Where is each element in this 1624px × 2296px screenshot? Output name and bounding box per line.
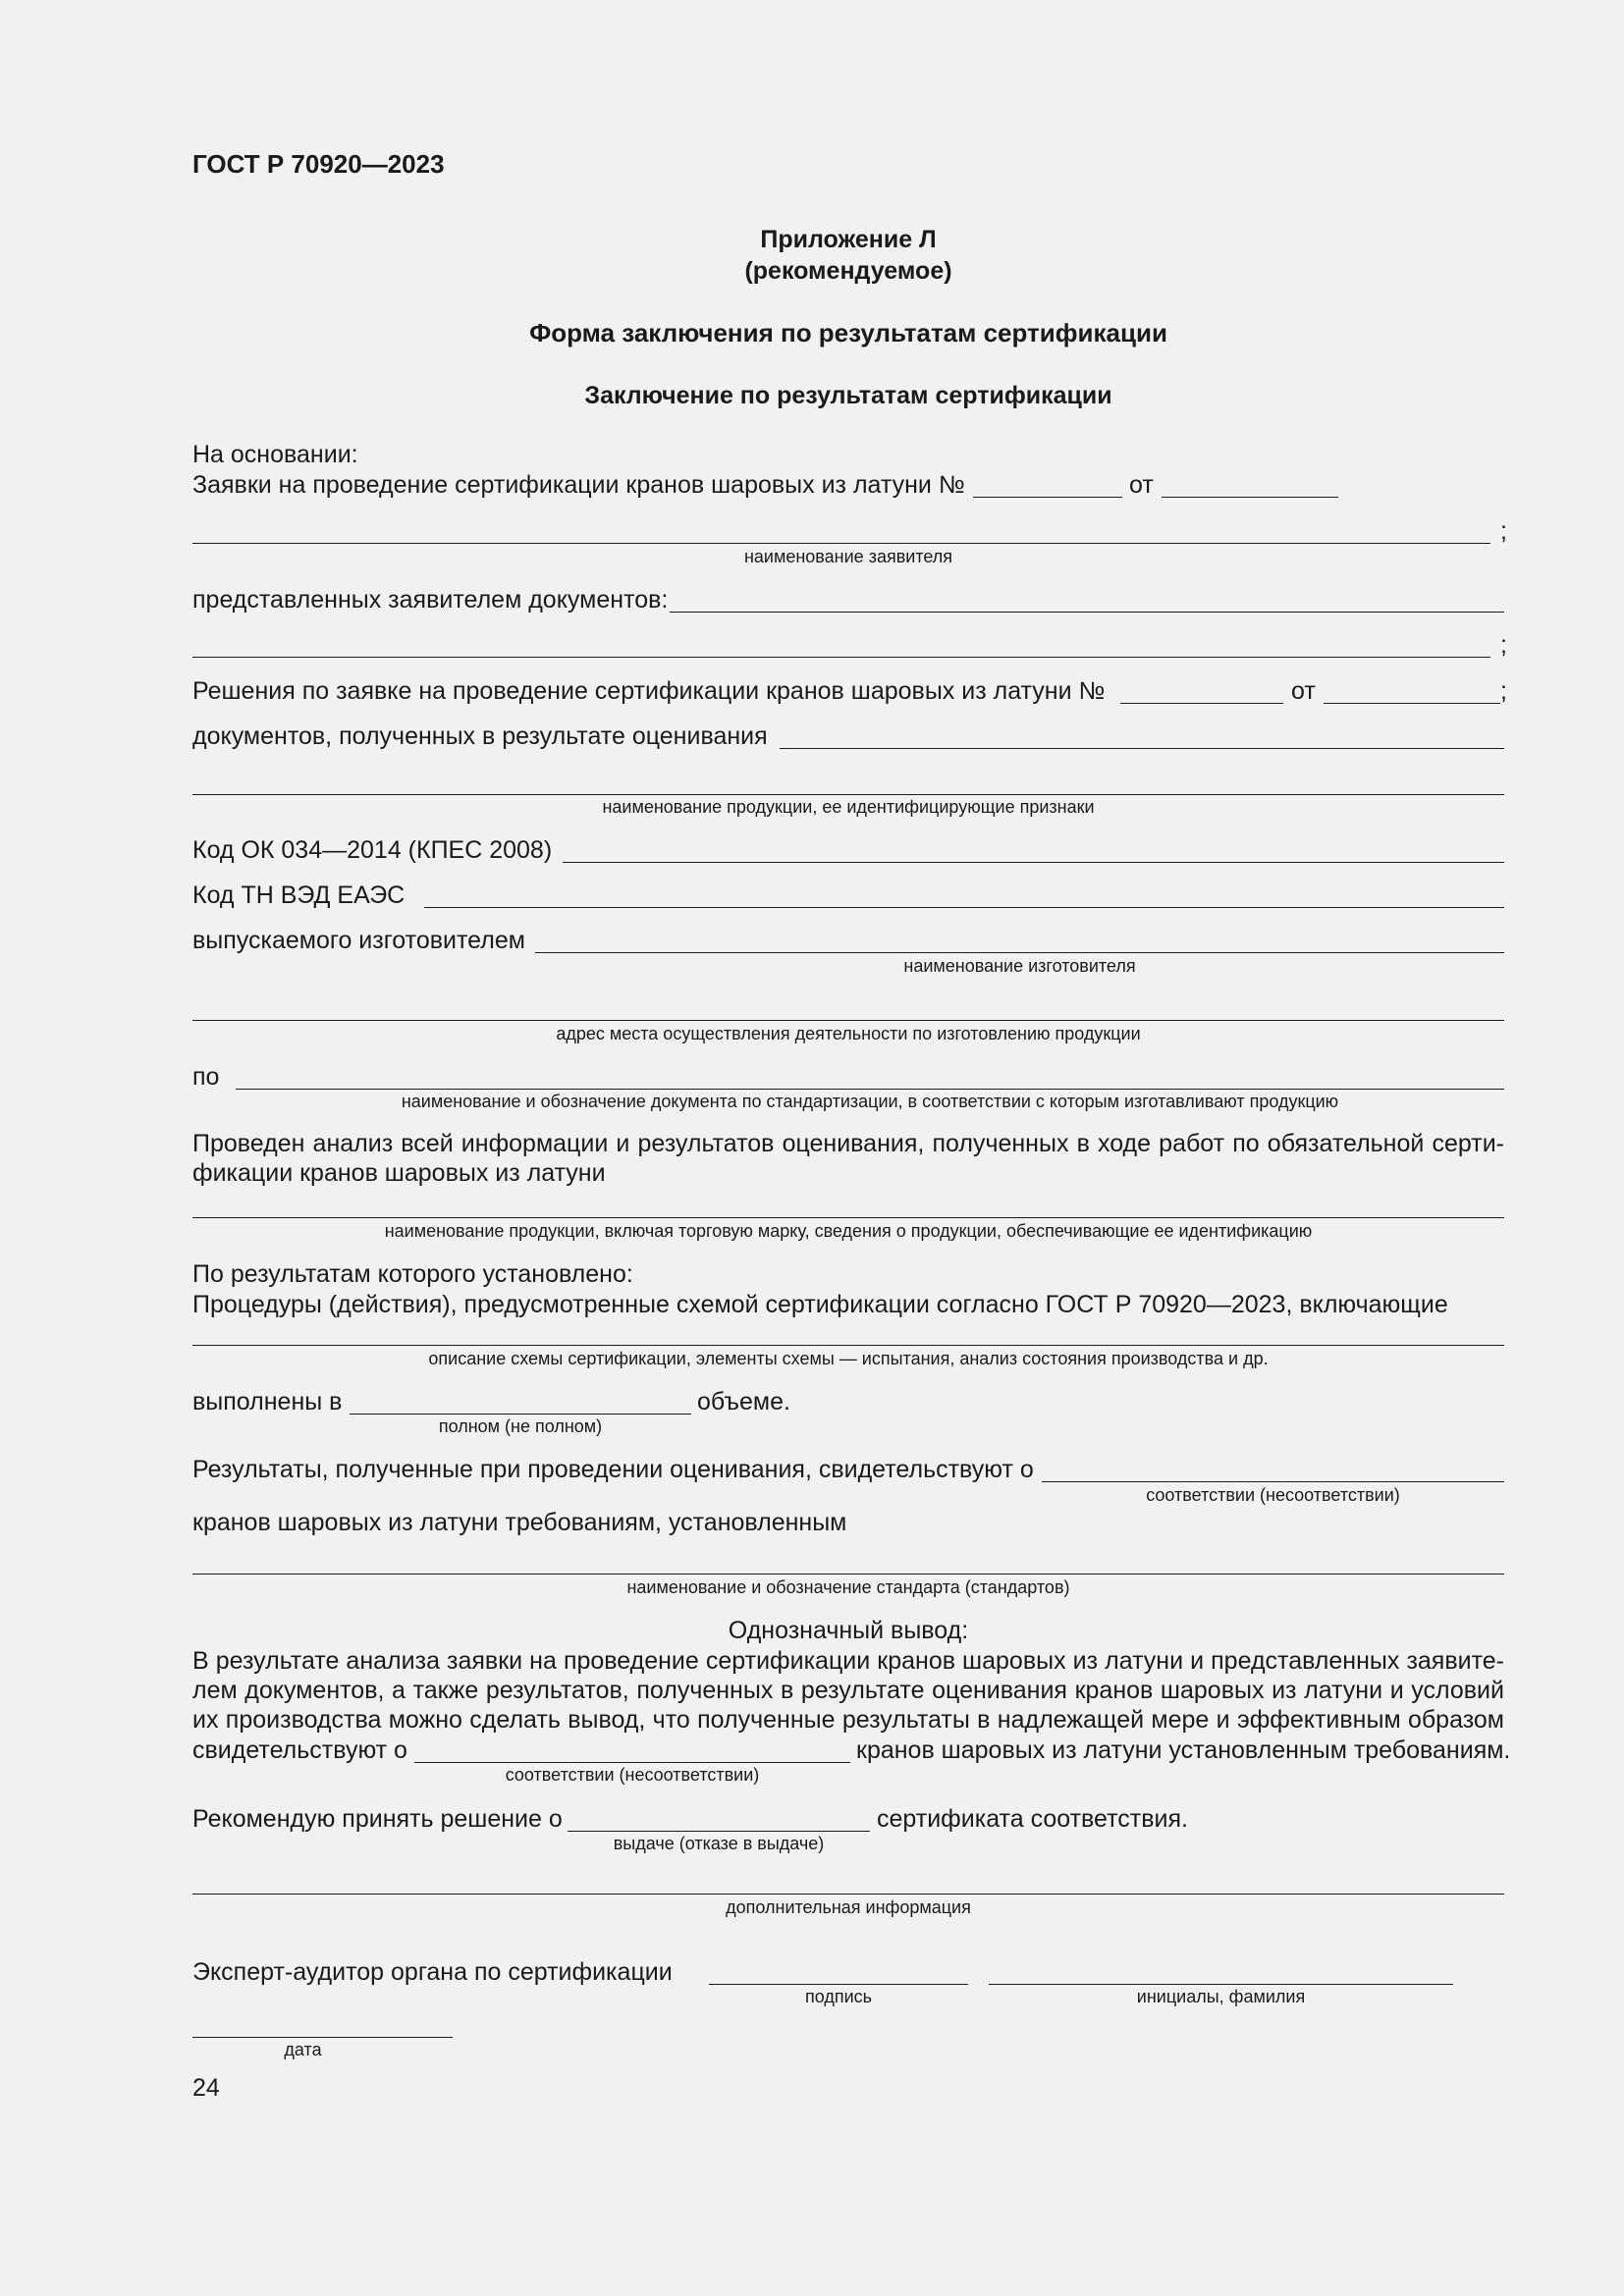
documents-field-2[interactable] bbox=[192, 657, 1490, 658]
product-field[interactable] bbox=[192, 794, 1504, 795]
by-label: по bbox=[192, 1063, 220, 1091]
okpd-label: Код ОК 034—2014 (КПЕС 2008) bbox=[192, 836, 553, 864]
application-label: Заявки на проведение сертификации кранов шаровых из латуни № bbox=[192, 471, 965, 499]
semicolon: ; bbox=[1500, 677, 1507, 705]
product-full-caption: наименование продукции, включая торговую марку, сведения о продукции, обеспечивающие ее идентификацию bbox=[384, 1221, 1313, 1241]
conclusion-heading: Однозначный вывод: bbox=[728, 1617, 969, 1644]
decision-number-field[interactable] bbox=[1120, 703, 1283, 704]
additional-info-field[interactable] bbox=[192, 1894, 1504, 1895]
conclusion-title: Заключение по результатам сертификации bbox=[584, 382, 1112, 409]
appendix-title: Приложение Л bbox=[760, 226, 937, 253]
semicolon: ; bbox=[1500, 517, 1507, 545]
volume-field[interactable] bbox=[350, 1414, 691, 1415]
from-label: от bbox=[1291, 677, 1316, 705]
tnved-label: Код ТН ВЭД ЕАЭС bbox=[192, 881, 406, 909]
date-caption: дата bbox=[284, 2040, 322, 2059]
full-caption: полном (не полном) bbox=[438, 1416, 603, 1436]
date-field[interactable] bbox=[192, 2037, 453, 2038]
application-number-field[interactable] bbox=[973, 497, 1122, 498]
documents-field[interactable] bbox=[670, 612, 1504, 613]
signature-caption: подпись bbox=[804, 1987, 873, 2006]
assessment-docs-label: документов, полученных в результате оценивания bbox=[192, 722, 768, 750]
manufacturer-field[interactable] bbox=[535, 952, 1504, 953]
scheme-caption: описание схемы сертификации, элементы схемы — испытания, анализ состояния производства и др. bbox=[428, 1349, 1269, 1368]
scheme-field[interactable] bbox=[192, 1345, 1504, 1346]
established-label: По результатам которого установлено: bbox=[192, 1260, 633, 1288]
applicant-field[interactable] bbox=[192, 543, 1490, 544]
address-field[interactable] bbox=[192, 1020, 1504, 1021]
page-number: 24 bbox=[192, 2074, 220, 2102]
additional-caption: дополнительная информация bbox=[726, 1897, 971, 1917]
compliance-caption: соответствии (несоответствии) bbox=[505, 1765, 760, 1785]
conclusion-paragraph bbox=[192, 1646, 1504, 1735]
analysis-line: Проведен анализ всей информации и результатов оценивания, полученных в ходе работ по обязательной серти- bbox=[192, 1130, 1504, 1157]
analysis-line: фикации кранов шаровых из латуни bbox=[192, 1159, 606, 1187]
standard-caption: наименование и обозначение стандарта (стандартов) bbox=[626, 1577, 1070, 1597]
documents-label: представленных заявителем документов: bbox=[192, 586, 669, 614]
procedures-label: Процедуры (действия), предусмотренные схемой сертификации согласно ГОСТ Р 70920—2023, включающие bbox=[192, 1291, 1448, 1318]
issue-caption: выдаче (отказе в выдаче) bbox=[613, 1834, 825, 1853]
conclusion-line: В результате анализа заявки на проведение сертификации кранов шаровых из латуни и представленных заявите- bbox=[192, 1647, 1504, 1675]
assessment-docs-field[interactable] bbox=[780, 748, 1504, 749]
certificate-label: сертификата соответствия. bbox=[877, 1805, 1188, 1833]
decision-date-field[interactable] bbox=[1324, 703, 1500, 704]
volume-label: объеме. bbox=[697, 1388, 790, 1415]
decision-label: Решения по заявке на проведение сертификации кранов шаровых из латуни № bbox=[192, 677, 1106, 705]
okpd-field[interactable] bbox=[563, 862, 1504, 863]
conclusion-line: кранов шаровых из латуни установленным требованиям. bbox=[856, 1736, 1511, 1764]
analysis-paragraph bbox=[192, 1129, 1504, 1188]
conclusion-compliance-field[interactable] bbox=[414, 1762, 850, 1763]
form-title: Форма заключения по результатам сертификации bbox=[529, 318, 1167, 347]
manufacturer-caption: наименование изготовителя bbox=[903, 956, 1136, 976]
performed-label: выполнены в bbox=[192, 1388, 343, 1415]
signature-field[interactable] bbox=[709, 1984, 968, 1985]
recommend-label: Рекомендую принять решение о bbox=[192, 1805, 563, 1833]
address-caption: адрес места осуществления деятельности по изготовлению продукции bbox=[556, 1024, 1141, 1043]
compliance-field[interactable] bbox=[1042, 1481, 1504, 1482]
compliance-caption: соответствии (несоответствии) bbox=[1146, 1485, 1400, 1505]
product-full-field[interactable] bbox=[192, 1217, 1504, 1218]
name-field[interactable] bbox=[989, 1984, 1453, 1985]
conclusion-line: свидетельствуют о bbox=[192, 1736, 407, 1764]
decision-field[interactable] bbox=[568, 1831, 870, 1832]
results-label: Результаты, полученные при проведении оценивания, свидетельствуют о bbox=[192, 1456, 1034, 1483]
requirements-label: кранов шаровых из латуни требованиям, установленным bbox=[192, 1509, 847, 1536]
appendix-type: (рекомендуемое) bbox=[744, 257, 952, 285]
conclusion-line: лем документов, а также результатов, полученных в результате оценивания кранов шаровых из латуни и условий bbox=[192, 1677, 1504, 1704]
basis-label: На основании: bbox=[192, 441, 358, 468]
standard-field[interactable] bbox=[192, 1574, 1504, 1575]
standard-doc-caption: наименование и обозначение документа по стандартизации, в соответствии с которым изготавливают продукцию bbox=[401, 1092, 1339, 1111]
expert-label: Эксперт-аудитор органа по сертификации bbox=[192, 1958, 673, 1986]
manufacturer-label: выпускаемого изготовителем bbox=[192, 927, 525, 954]
applicant-caption: наименование заявителя bbox=[743, 547, 953, 566]
standard-doc-field[interactable] bbox=[236, 1089, 1504, 1090]
product-caption: наименование продукции, ее идентифицирующие признаки bbox=[602, 797, 1095, 817]
tnved-field[interactable] bbox=[424, 907, 1504, 908]
from-label: от bbox=[1129, 471, 1154, 499]
conclusion-line: их производства можно сделать вывод, что полученные результаты в надлежащей мере и эффективным образом bbox=[192, 1706, 1504, 1734]
standard-header: ГОСТ Р 70920—2023 bbox=[192, 149, 445, 179]
semicolon: ; bbox=[1500, 631, 1507, 659]
name-caption: инициалы, фамилия bbox=[1136, 1987, 1306, 2006]
application-date-field[interactable] bbox=[1162, 497, 1338, 498]
